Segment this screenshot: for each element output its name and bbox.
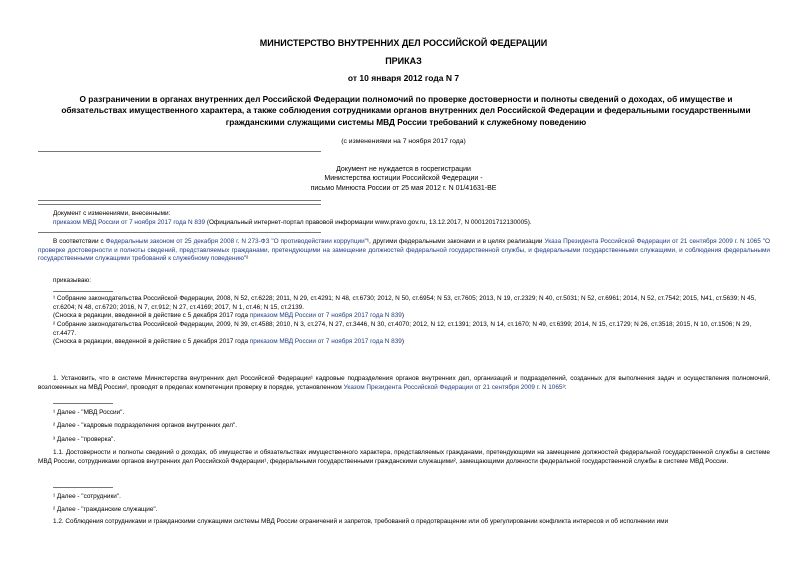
item-1-2-paragraph: 1.2. Соблюдения сотрудниками и гражданскими служащими системы МВД России ограничений и запретов, требований о предотвращении или об урегулировании конфликта интересов и об исполнении ими [53,518,669,525]
item-1-end: ³: [562,383,567,391]
footnote-2-link[interactable]: приказом МВД России от 7 ноября 2017 года N 839 [249,338,402,346]
footnote-1-link[interactable]: приказом МВД России от 7 ноября 2017 года N 839 [249,312,402,320]
preamble-text: В соответствии с [53,238,106,245]
item-1-1-footnote-2: ² Далее - "гражданские служащие". [53,506,158,514]
federal-law-link[interactable]: Федеральным законом от 25 декабря 2008 г. N 273-ФЗ "О противодействии коррупции" [105,238,367,245]
item-1-footnote-1: ¹ Далее - "МВД России". [53,409,125,416]
item-1-1-footnote-1: ¹ Далее - "сотрудники". [53,493,121,500]
footnote-separator [53,403,113,404]
changes-source: (Официальный интернет-портал правовой информации www.pravo.gov.ru, 13.12.2017, N 0001201712130005). [205,218,532,226]
doc-date-number: от 10 января 2012 года N 7 [347,73,460,83]
separator-line [38,232,321,233]
footnote-2-note: (Сноска в редакции, введенной в действие с 5 декабря 2017 года [53,338,250,346]
footnote-2-close: ) [401,338,404,346]
item-1-decree-link[interactable]: Указом Президента Российской Федерации от 21 сентября 2009 г. N 1065 [343,383,563,391]
changes-label: Документ с изменениями, внесенными: [53,210,171,217]
footnote-1-note: (Сноска в редакции, введенной в действие с 5 декабря 2017 года [53,312,250,320]
doc-type: ПРИКАЗ [385,56,422,66]
order-word: приказываю: [53,277,91,284]
ministry-name: МИНИСТЕРСТВО ВНУТРЕННИХ ДЕЛ РОССИЙСКОЙ ФЕДЕРАЦИИ [259,38,548,48]
footnote-separator [53,291,113,292]
registration-line-2: Министерства юстиции Российской Федерации - [324,175,483,183]
registration-line-1: Документ не нуждается в госрегистрации [336,166,471,173]
registration-line-3: письмо Минюста России от 25 мая 2012 г. N 01/41631-ВЕ [310,184,497,192]
item-1-footnote-3: ³ Далее - "проверка". [53,435,116,443]
footnote-1-close: ) [401,312,404,320]
footnotes-block [53,295,770,347]
preamble-text: ¹, другими федеральными законами и в целях реализации [366,238,545,245]
footnote-separator [53,487,113,488]
separator-line [38,200,321,201]
separator-line [38,151,321,152]
item-1-text: 1. Установить, что в системе Министерства внутренних дел Российской Федерации¹ кадровые подразделения органов внутренних дел, организаций и подразделений, созданных для выполнения задач и осуществления полномочий, возложенных на МВД России², проводят в пределах компетенции проверку в порядке, установленном [38,375,770,391]
item-1-footnote-2: ² Далее - "кадровые подразделения органов внутренних дел". [53,422,238,430]
footnote-mark: ² [246,255,249,263]
footnote-1: ¹ Собрание законодательства Российской Федерации, 2008, N 52, ст.6228; 2011, N 29, ст.4291; N 48, ст.6730; 2012, N 50, ст.6954; N 53, ст.7605; 2013, N 19, ст.2329; N 40, ст.5031; N 52, ст.6961; 2014, N 52, ст.7542; 2015, N41, ст.5639; N 45, ст.6204; N 48, ст.6720; 2016, N 7, ст.912; N 27, ст.4169; 2017, N 1, ст.46; N 15, ст.2139. [53,295,757,311]
registration-block [0,165,807,193]
presidential-decree-link[interactable]: Указа Президента Российской Федерации от 21 сентября 2009 г. N 1065 "О проверке достоверности и полноты сведений, представляемых гражданами, претендующими на замещение должностей федеральной государственной службы, и федеральными государственными служащими, и соблюдения федеральными государственными служащими требований к служебному поведению" [38,238,770,263]
changes-link[interactable]: приказом МВД России от 7 ноября 2017 года N 839 [53,218,206,226]
preamble-paragraph [38,238,770,264]
revision-note: (с изменениями на 7 ноября 2017 года) [341,138,466,145]
item-1-1-paragraph: 1.1. Достоверности и полноты сведений о доходах, об имуществе и обязательствах имущественного характера, представляемых гражданами, претендующими на замещение должностей федеральной государственной службы в системе МВД России, сотрудниками органов внутренних дел Российской Федерации¹, федеральными государственными гражданскими служащими², замещающими должности федеральной государственной службы в системе МВД России. [38,449,770,465]
separator-line [38,204,321,205]
doc-title: О разграничении в органах внутренних дел Российской Федерации полномочий по проверке достоверности и полноты сведений о доходах, об имуществе и обязательствах имущественного характера, а также соблюдения сотрудниками органов внутренних дел Российской Федерации и федеральными государственными гражданскими служащими системы МВД России требований к служебному поведению [61,94,751,127]
item-1-footnotes [53,406,237,446]
changes-block [53,210,773,227]
footnote-2: ² Собрание законодательства Российской Федерации, 2009, N 39, ст.4588; 2010, N 3, ст.274, N 27, ст.3446, N 30, ст.4070; 2012, N 12, ст.1391; 2013, N 14, ст.1670; N 49, ст.6399; 2014, N 15, ст.1729; N 26, ст.3518; 2015, N 10, ст.1506; N 29, ст.4477. [53,320,752,337]
item-1-paragraph [38,375,770,392]
item-1-1-footnotes [53,490,157,517]
